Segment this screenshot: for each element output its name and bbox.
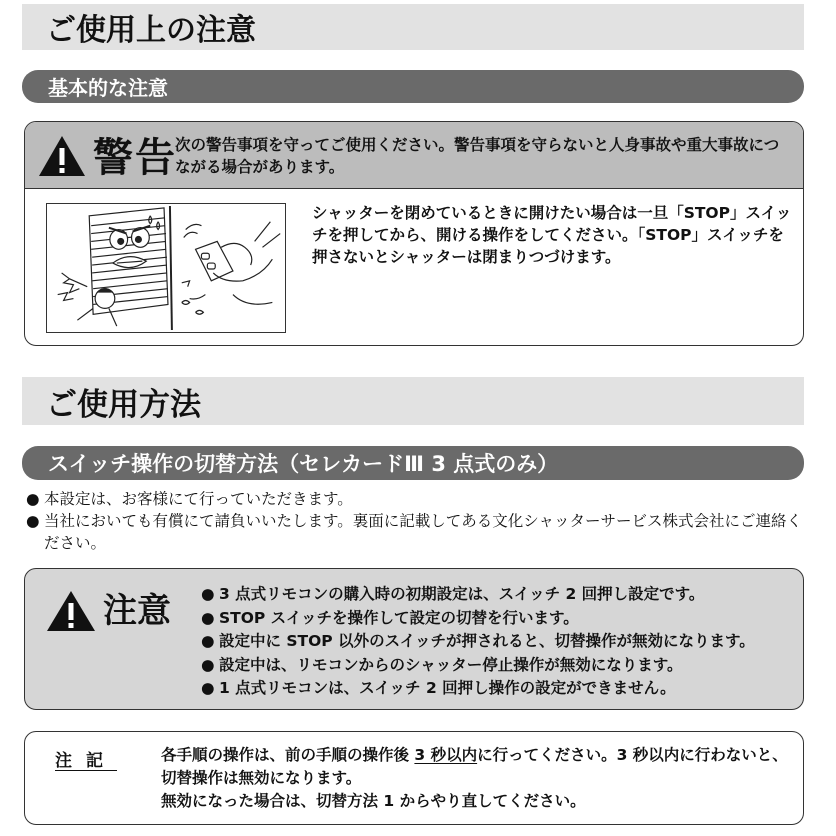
- list-item-text: 設定中に STOP 以外のスイッチが押されると、切替操作が無効になります。: [219, 632, 755, 650]
- list-item: [201, 607, 791, 631]
- heading-switch-mode: スイッチ操作の切替方法（セレカードⅢ 3 点式のみ）: [22, 446, 804, 480]
- list-item-text: 設定中は、リモコンからのシャッター停止操作が無効になります。: [219, 655, 683, 674]
- note-label: 注記: [55, 751, 117, 771]
- caution-list: [201, 583, 791, 701]
- list-item: [26, 510, 811, 554]
- note-line-2: 無効になった場合は、切替方法 1 からやり直してください。: [161, 792, 586, 810]
- note-text: [161, 744, 791, 813]
- bullet-icon: ●: [26, 490, 40, 508]
- note-text-part: 各手順の操作は、前の手順の操作後: [161, 746, 415, 764]
- page-title-how-to-use: ご使用方法: [22, 377, 804, 425]
- bullet-icon: ●: [201, 679, 215, 697]
- warning-box: [24, 121, 804, 346]
- list-item: [201, 630, 791, 654]
- bullet-icon: ●: [201, 632, 215, 650]
- list-item-text: STOP スイッチを操作して設定の切替を行います。: [219, 608, 579, 627]
- list-item-text: 当社においても有償にて請負いいたします。裏面に記載してある文化シャッターサービス株式会社にご連絡ください。: [44, 512, 802, 552]
- warning-label: 警告: [93, 135, 177, 181]
- bullet-icon: ●: [201, 585, 215, 603]
- warning-header-text: 次の警告事項を守ってご使用ください。警告事項を守らないと人身事故や重大事故につながる場合があります。: [175, 136, 780, 176]
- shutter-closing-illustration: [46, 203, 286, 333]
- bullet-icon: ●: [201, 655, 215, 674]
- warning-body-text: シャッターを閉めているときに開けたい場合は一旦「STOP」スイッチを押してから、開ける操作をしてください。「STOP」スイッチを押さないとシャッターは閉まりつづけます。: [312, 204, 792, 266]
- list-item: [26, 488, 811, 510]
- note-underlined-text: 3 秒以内: [414, 746, 478, 764]
- list-item-text: 1 点式リモコンは、スイッチ 2 回押し操作の設定ができません。: [219, 679, 676, 697]
- bullet-icon: ●: [26, 512, 40, 530]
- caution-label: 注意: [103, 591, 171, 631]
- list-item-text: 本設定は、お客様にて行っていただきます。: [44, 490, 353, 508]
- note-box: [24, 731, 804, 825]
- list-item-text: 3 点式リモコンの購入時の初期設定は、スイッチ 2 回押し設定です。: [219, 585, 705, 603]
- warning-triangle-icon: [37, 134, 87, 178]
- caution-box: [24, 568, 804, 710]
- list-item: [201, 677, 791, 701]
- bullet-icon: ●: [201, 608, 215, 627]
- heading-basic-cautions: 基本的な注意: [22, 70, 804, 103]
- intro-bullet-list: [26, 488, 811, 554]
- warning-header: [25, 122, 803, 189]
- note-text-part: に行ってください。3 秒以内に行わないと、切替操作は無効になります。: [161, 746, 788, 787]
- list-item: [201, 583, 791, 607]
- list-item: [201, 654, 791, 678]
- caution-triangle-icon: [45, 589, 97, 633]
- page-title-usage-cautions: ご使用上の注意: [22, 4, 804, 50]
